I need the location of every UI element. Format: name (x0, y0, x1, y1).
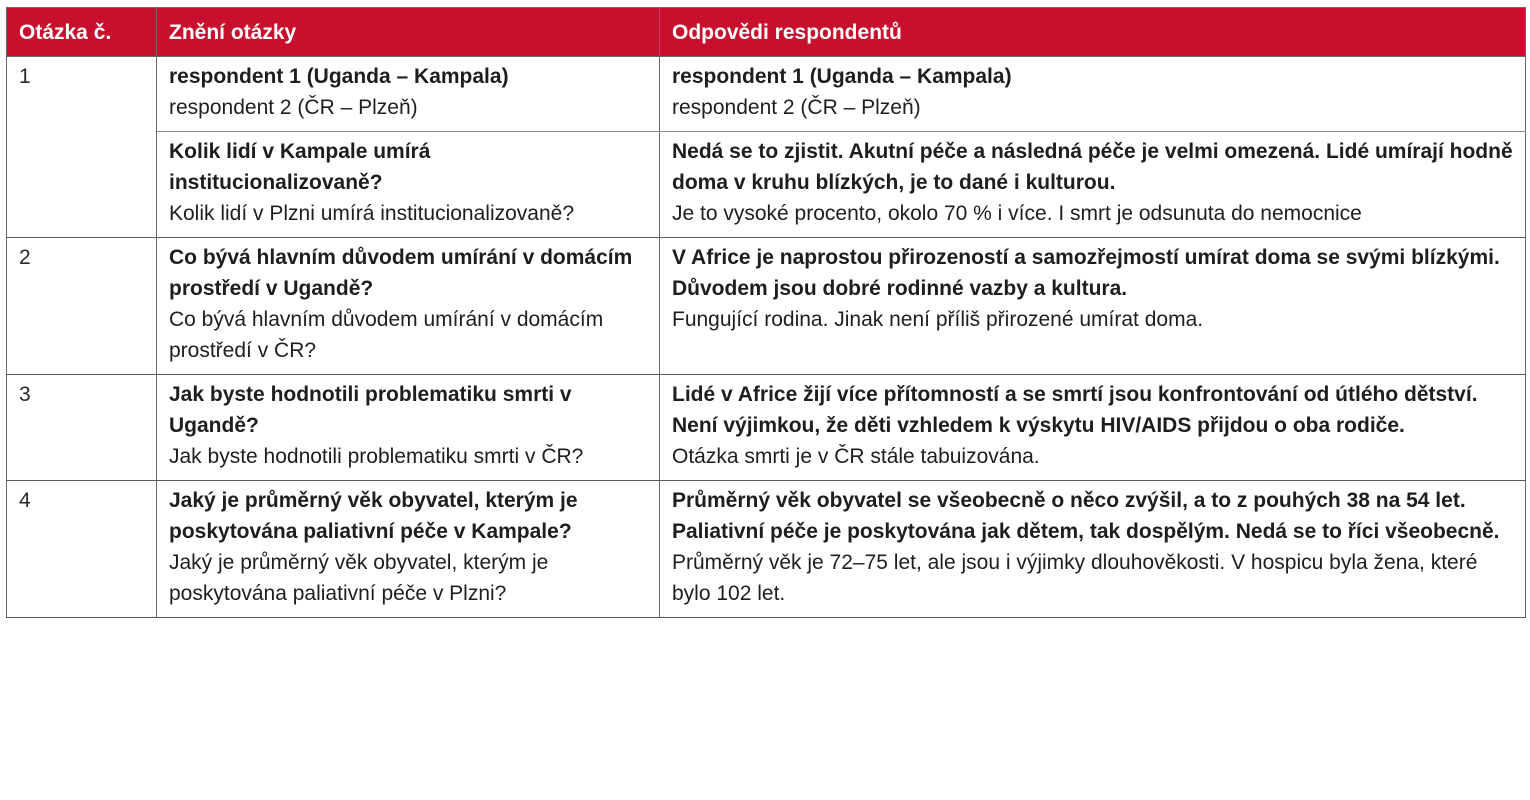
question-respondent1: Co bývá hlavním důvodem umírání v domácím prostředí v Ugandě? (169, 246, 633, 300)
answer-respondent2: respondent 2 (ČR – Plzeň) (672, 96, 921, 119)
answer-respondent1: respondent 1 (Uganda – Kampala) (672, 65, 1012, 88)
table-row (7, 57, 1526, 132)
answer-cell (660, 375, 1526, 481)
header-question-number: Otázka č. (7, 8, 157, 57)
question-number: 2 (7, 238, 157, 375)
question-cell (157, 238, 660, 375)
question-cell (157, 481, 660, 618)
question-cell (157, 132, 660, 238)
answer-respondent2: Je to vysoké procento, okolo 70 % i více. I smrt je odsunuta do nemocnice (672, 202, 1362, 225)
question-respondent2: Jaký je průměrný věk obyvatel, kterým je poskytována paliativní péče v Plzni? (169, 551, 549, 605)
table-row (7, 238, 1526, 375)
header-question-text: Znění otázky (157, 8, 660, 57)
answer-cell (660, 238, 1526, 375)
question-respondent1: Jak byste hodnotili problematiku smrti v Ugandě? (169, 383, 572, 437)
question-respondent1: Jaký je průměrný věk obyvatel, kterým je poskytována paliativní péče v Kampale? (169, 489, 578, 543)
answer-respondent1: V Africe je naprostou přirozeností a samozřejmostí umírat doma se svými blízkými. Důvodem jsou dobré rodinné vazby a kultura. (672, 246, 1500, 300)
question-number: 4 (7, 481, 157, 618)
table-row (7, 481, 1526, 618)
question-respondent2: Co bývá hlavním důvodem umírání v domácím prostředí v ČR? (169, 308, 604, 362)
question-cell (157, 57, 660, 132)
question-number: 1 (7, 57, 157, 238)
answer-respondent2: Průměrný věk je 72–75 let, ale jsou i výjimky dlouhověkosti. V hospicu byla žena, které bylo 102 let. (672, 551, 1478, 605)
question-cell (157, 375, 660, 481)
answer-respondent1: Průměrný věk obyvatel se všeobecně o něco zvýšil, a to z pouhých 38 na 54 let. Paliativní péče je poskytována jak dětem, tak dospělým. Nedá se to říci všeobecně. (672, 489, 1500, 543)
answer-respondent1: Lidé v Africe žijí více přítomností a se smrtí jsou konfrontování od útlého dětství. Není výjimkou, že děti vzhledem k výskytu HIV/AIDS přijdou o oba rodiče. (672, 383, 1478, 437)
question-respondent1: Kolik lidí v Kampale umírá institucionalizovaně? (169, 140, 431, 194)
answer-cell (660, 481, 1526, 618)
question-number: 3 (7, 375, 157, 481)
survey-table-container (6, 7, 1525, 618)
header-respondent-answers: Odpovědi respondentů (660, 8, 1526, 57)
header-row (7, 8, 1526, 57)
answer-cell (660, 57, 1526, 132)
answer-respondent2: Fungující rodina. Jinak není příliš přirozené umírat doma. (672, 308, 1204, 331)
answer-respondent1: Nedá se to zjistit. Akutní péče a následná péče je velmi omezená. Lidé umírají hodně doma v kruhu blízkých, je to dané i kulturou. (672, 140, 1513, 194)
table-header (7, 8, 1526, 57)
question-respondent2: Kolik lidí v Plzni umírá institucionalizovaně? (169, 202, 575, 225)
answer-respondent2: Otázka smrti je v ČR stále tabuizována. (672, 445, 1040, 468)
table-row (7, 132, 1526, 238)
answer-cell (660, 132, 1526, 238)
table-row (7, 375, 1526, 481)
question-respondent2: respondent 2 (ČR – Plzeň) (169, 96, 418, 119)
question-respondent1: respondent 1 (Uganda – Kampala) (169, 65, 509, 88)
question-respondent2: Jak byste hodnotili problematiku smrti v ČR? (169, 445, 584, 468)
table-body (7, 57, 1526, 618)
survey-table (6, 7, 1526, 618)
